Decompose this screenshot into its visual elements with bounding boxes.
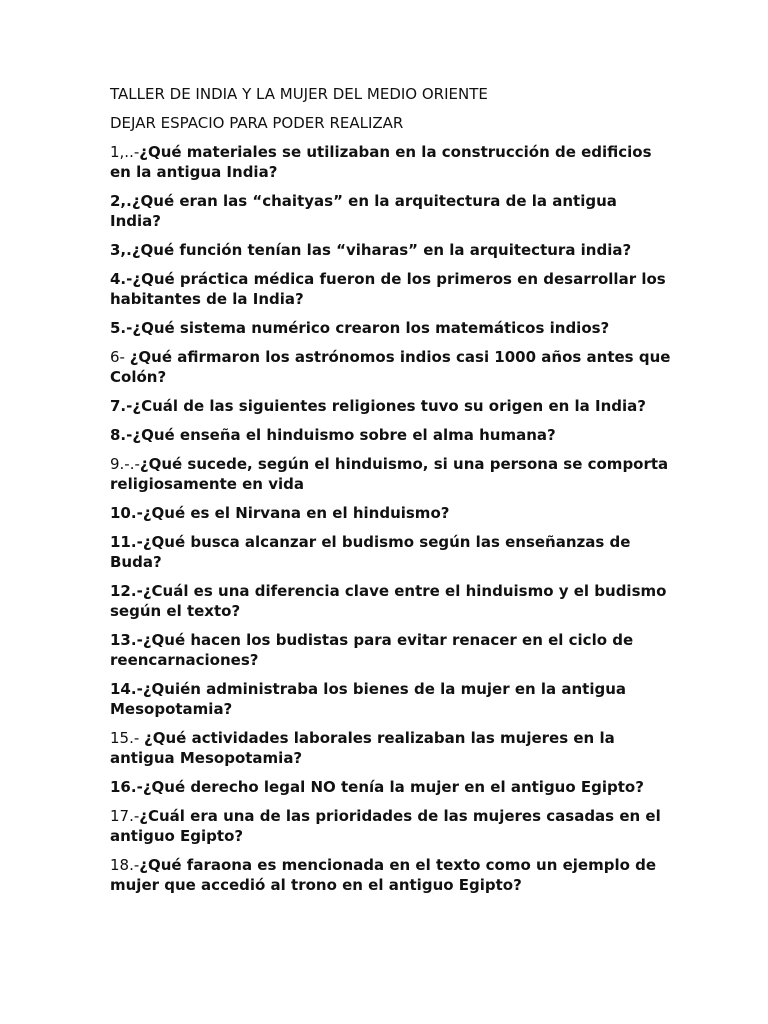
question-6 — [110, 347, 672, 387]
question-13 — [110, 630, 672, 670]
question-number: 5.- — [110, 319, 133, 337]
question-number: 16.- — [110, 778, 143, 796]
question-text: ¿Qué sucede, según el hinduismo, si una persona se comporta religiosamente en vida — [110, 455, 669, 493]
question-number: 1,..- — [110, 143, 140, 161]
question-text: ¿Qué es el Nirvana en el hinduismo? — [142, 504, 450, 522]
question-16 — [110, 777, 672, 797]
question-text: ¿Qué eran las “chaityas” en la arquitectura de la antigua India? — [110, 192, 617, 230]
question-number: 4.- — [110, 270, 133, 288]
question-list — [110, 142, 672, 895]
document-title: TALLER DE INDIA Y LA MUJER DEL MEDIO ORIENTE — [110, 85, 488, 103]
question-12 — [110, 581, 672, 621]
document-subtitle: DEJAR ESPACIO PARA PODER REALIZAR — [110, 114, 404, 132]
question-text: ¿Qué busca alcanzar el budismo según las enseñanzas de Buda? — [110, 533, 631, 571]
question-4 — [110, 269, 672, 309]
question-number: 11.- — [110, 533, 143, 551]
question-number: 13.- — [110, 631, 143, 649]
question-number: 12.- — [110, 582, 143, 600]
question-number: 9.-.- — [110, 455, 140, 473]
question-number: 18.- — [110, 856, 140, 874]
question-17 — [110, 806, 672, 846]
question-14 — [110, 679, 672, 719]
question-10 — [110, 503, 672, 523]
question-number: 8.- — [110, 426, 133, 444]
question-2 — [110, 191, 672, 231]
question-number: 7.- — [110, 397, 133, 415]
question-text: ¿Qué afirmaron los astrónomos indios casi 1000 años antes que Colón? — [110, 348, 671, 386]
question-text: ¿Quién administraba los bienes de la mujer en la antigua Mesopotamia? — [110, 680, 627, 718]
question-text: ¿Qué hacen los budistas para evitar renacer en el ciclo de reencarnaciones? — [110, 631, 634, 669]
question-text: ¿Qué práctica médica fueron de los primeros en desarrollar los habitantes de la India? — [110, 270, 666, 308]
question-7 — [110, 396, 672, 416]
question-8 — [110, 425, 672, 445]
question-text: ¿Cuál es una diferencia clave entre el hinduismo y el budismo según el texto? — [110, 582, 667, 620]
question-number: 6- — [110, 348, 130, 366]
question-text: ¿Qué faraona es mencionada en el texto como un ejemplo de mujer que accedió al trono en el antiguo Egipto? — [110, 856, 657, 894]
question-text: ¿Qué actividades laborales realizaban las mujeres en la antigua Mesopotamia? — [110, 729, 615, 767]
question-text: ¿Qué sistema numérico crearon los matemáticos indios? — [132, 319, 610, 337]
question-number: 17.- — [110, 807, 140, 825]
question-text: ¿Qué materiales se utilizaban en la construcción de edificios en la antigua India? — [110, 143, 652, 181]
question-number: 10.- — [110, 504, 143, 522]
question-number: 2,. — [110, 192, 132, 210]
question-1 — [110, 142, 672, 182]
question-number: 15.- — [110, 729, 145, 747]
question-9 — [110, 454, 672, 494]
question-3 — [110, 240, 672, 260]
question-15 — [110, 728, 672, 768]
question-text: ¿Qué derecho legal NO tenía la mujer en el antiguo Egipto? — [142, 778, 644, 796]
question-18 — [110, 855, 672, 895]
question-text: ¿Cuál de las siguientes religiones tuvo su origen en la India? — [132, 397, 646, 415]
question-text: ¿Qué función tenían las “viharas” en la arquitectura india? — [131, 241, 632, 259]
question-text: ¿Cuál era una de las prioridades de las mujeres casadas en el antiguo Egipto? — [110, 807, 661, 845]
question-5 — [110, 318, 672, 338]
question-number: 3,. — [110, 241, 132, 259]
question-11 — [110, 532, 672, 572]
question-number: 14.- — [110, 680, 143, 698]
question-text: ¿Qué enseña el hinduismo sobre el alma humana? — [132, 426, 556, 444]
